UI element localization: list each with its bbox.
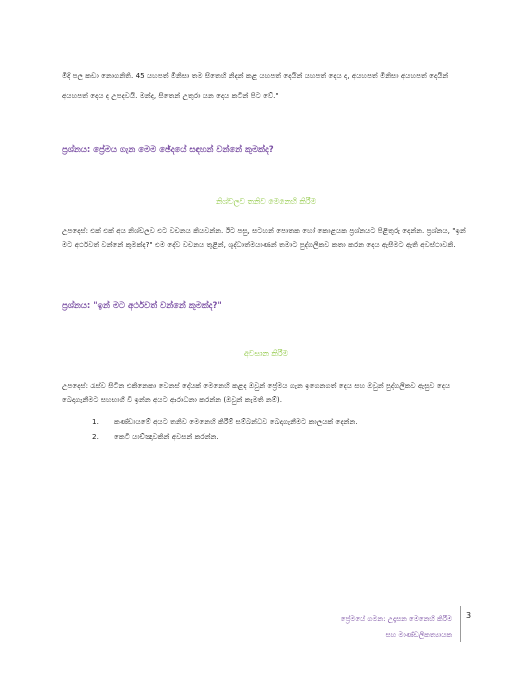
steps-list	[92, 414, 358, 444]
section-heading-2: අවසාන කිරීම	[243, 349, 289, 358]
intro-paragraph: මිදි පල කඩා නොගනිති. 45 යහපත් මිනිසා තම සිතෙහි නිදන් කළ යහපත් දෙයින් යහපත් දෙය ද, අයහපත් මිනිසා අයහපත් දෙයින් අයහපත් දෙය ද උපදවයි. මන්ද, සිතෙන් උතුරා යන දෙය කටින් පිට වේ."	[62, 71, 449, 100]
footer-title: ප්‍රේමයේ ගමන: උදෑසන මෙනෙහි කිරීම	[340, 615, 452, 623]
list-text: කෙටි යාච්ඤාවකින් අවසන් කරන්න.	[114, 431, 219, 441]
list-item	[92, 414, 358, 429]
footer-subtitle: සහ මාණ්ඩලිකත්‍යායක	[385, 631, 452, 639]
instructions-paragraph-1: උපදෙස්: එක් එක් අය නිශ්චලව එට වචනය කියවන්න. ඊට පසු, සටහන් පොතක හෝ කොළයක ප්‍රශ්නයට පිළිතුරු දෙන්න. ප්‍රශ්නය, "ඉන් මට අර්ථවත් වන්නේ කුමක්ද?" එම දේව වචනය තුළින්, ශුද්ධාත්මයාණන් තමාට පුද්ගලිකව කතා කරන දෙය ඇසීමට ඇති අවස්ථාවකි.	[62, 226, 466, 249]
question-1: ප්‍රශ්නය: ප්‍රේමය ගැන මෙම ඡේදයේ සඳහන් වන්නේ කුමක්ද?	[62, 145, 274, 155]
footer-divider	[460, 606, 461, 642]
list-number: 2.	[92, 432, 99, 441]
instructions-paragraph-2: උපදෙස්: රැස්ව සිටින එකිනෙකා වෙනස් දේයක් මෙනෙහි කළද ඔවුන් ප්‍රේමය ගැන ඉගෙනගත් දෙය සහ ඔවුන් පුද්ගලිකව ඇසුව දෙය බෙදාගැනීමට සහභාගී වී ඉන්න අයට ආරාධනා කරන්න (ඔවුන් කැමති නම්).	[62, 381, 451, 404]
question-2: ප්‍රශ්නය: "ඉන් මට අර්ථවත් වන්නේ කුමක්ද?"	[62, 301, 222, 311]
page-number: 3	[466, 611, 472, 620]
section-heading-1: නිශ්චලව තනිව මෙනෙහි කිරීම	[215, 197, 317, 206]
list-number: 1.	[92, 417, 99, 426]
list-text: කණ්ඩායමේ අයට තනිව මෙනෙහි කිරීම් සම්බන්ධව බෙදාගැනීමට කාලයක් දෙන්න.	[114, 416, 358, 426]
list-item	[92, 429, 358, 444]
